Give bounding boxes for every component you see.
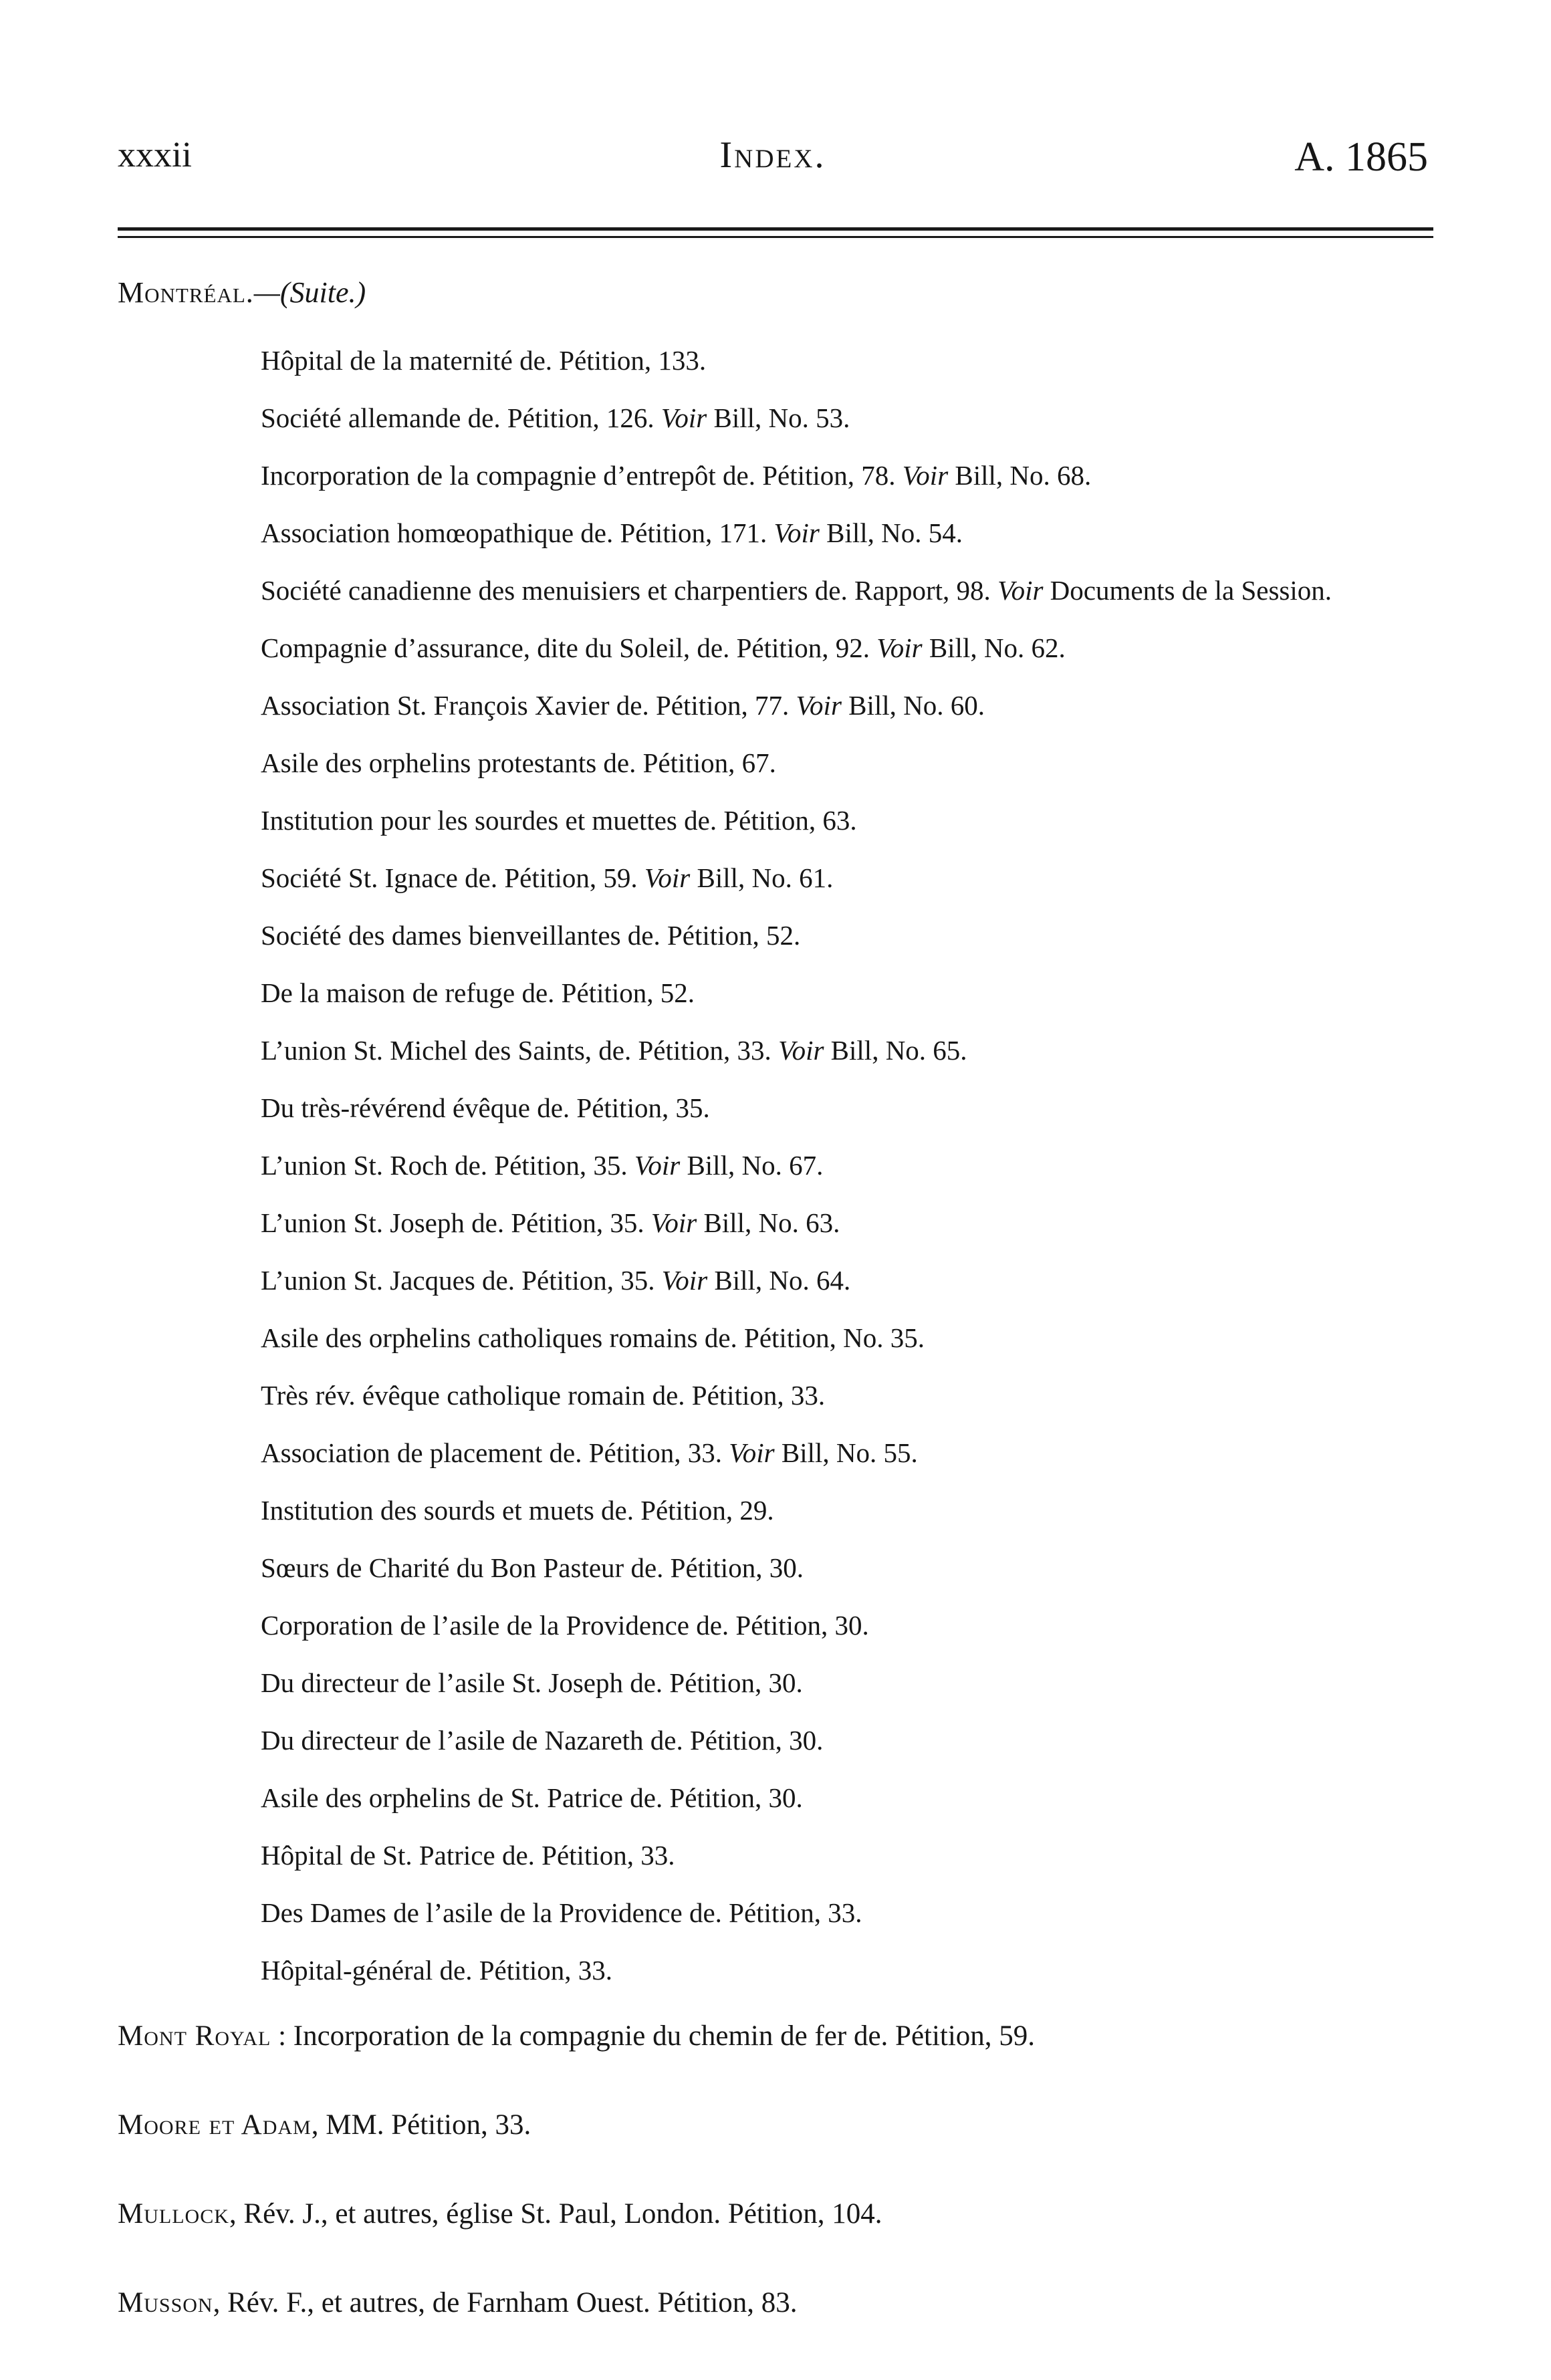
index-entry [261,1492,1437,1529]
voir-label: Voir [729,1437,775,1468]
entry-text: , Rév. J., et autres, église St. Paul, London. Pétition, 104. [229,2198,882,2230]
index-entry [261,1952,1437,1989]
entry-text: Asile des orphelins de St. Patrice de. Pétition, 30. [261,1782,803,1813]
entry-reference: Bill, No. 63. [703,1207,840,1238]
entry-name: Mullock [118,2198,229,2230]
index-entry [261,572,1437,609]
sub-entry-list [261,342,1437,2010]
entry-text: Association St. François Xavier de. Pétition, 77. [261,690,790,721]
entry-name: Musson [118,2287,213,2318]
voir-label: Voir [661,402,707,433]
entry-reference: Bill, No. 54. [826,517,963,548]
voir-label: Voir [661,1265,708,1296]
voir-label: Voir [902,460,949,491]
entry-text: Asile des orphelins protestants de. Pétition, 67. [261,747,776,778]
entry-text: Incorporation de la compagnie d’entrepôt de. Pétition, 78. [261,460,896,491]
index-entry [261,1607,1437,1644]
section-continuation: —(Suite.) [253,276,366,309]
entry-text: L’union St. Michel des Saints, de. Pétition, 33. [261,1035,771,1066]
entry-reference: Bill, No. 60. [848,690,985,721]
page-number: xxxii [118,134,193,174]
main-index-entry [118,2284,1428,2322]
entry-text: Hôpital de la maternité de. Pétition, 133. [261,345,707,376]
entry-text: : Incorporation de la compagnie du chemin de fer de. Pétition, 59. [271,2020,1036,2052]
index-entry [261,1147,1437,1184]
index-entry [261,1032,1437,1069]
entry-text: Asile des orphelins catholiques romains de. Pétition, No. 35. [261,1322,925,1353]
entry-text: Du directeur de l’asile St. Joseph de. Pétition, 30. [261,1667,803,1698]
index-entry [261,1377,1437,1414]
index-entry [261,1780,1437,1816]
index-entry [261,745,1437,782]
entry-text: Des Dames de l’asile de la Providence de. Pétition, 33. [261,1897,862,1928]
entry-reference: Bill, No. 65. [830,1035,967,1066]
index-entry [261,860,1437,897]
entry-text: Société St. Ignace de. Pétition, 59. [261,862,638,893]
entry-text: Du directeur de l’asile de Nazareth de. Pétition, 30. [261,1725,824,1756]
entry-reference: Bill, No. 61. [697,862,834,893]
main-index-entry [118,2107,1428,2144]
entry-reference: Bill, No. 64. [714,1265,851,1296]
voir-label: Voir [773,517,820,548]
page-year: A. 1865 [1294,134,1428,180]
entry-reference: Bill, No. 53. [713,402,850,433]
entry-text: Association homœopathique de. Pétition, 171. [261,517,767,548]
main-index-entry [118,2195,1428,2233]
entry-text: Société des dames bienveillantes de. Pétition, 52. [261,920,801,951]
index-entry [261,1550,1437,1586]
index-entry [261,342,1437,379]
entry-reference: Bill, No. 62. [929,632,1066,663]
voir-label: Voir [644,862,691,893]
entry-text: Compagnie d’assurance, dite du Soleil, de. Pétition, 92. [261,632,870,663]
entry-text: L’union St. Jacques de. Pétition, 35. [261,1265,655,1296]
index-entry [261,802,1437,839]
index-entry [261,975,1437,1012]
entry-text: Institution des sourds et muets de. Pétition, 29. [261,1495,774,1526]
entry-name: Mont Royal [118,2020,271,2052]
entry-text: L’union St. Joseph de. Pétition, 35. [261,1207,644,1238]
entry-text: Société canadienne des menuisiers et charpentiers de. Rapport, 98. [261,575,991,606]
entry-reference: Bill, No. 67. [687,1150,824,1181]
section-name: Montréal. [118,276,254,309]
index-entry [261,1435,1437,1471]
voir-label: Voir [650,1207,697,1238]
main-entry-list [118,2018,1428,2373]
index-entry [261,1205,1437,1241]
entry-text: Du très-révérend évêque de. Pétition, 35. [261,1092,710,1123]
entry-text: , MM. Pétition, 33. [311,2109,531,2141]
entry-text: Corporation de l’asile de la Providence de. Pétition, 30. [261,1610,869,1641]
index-entry [261,515,1437,552]
index-entry [261,1665,1437,1701]
index-entry [261,1837,1437,1874]
index-entry [261,1320,1437,1356]
index-entry [261,1090,1437,1126]
page-title: Index. [719,134,826,176]
index-entry [261,917,1437,954]
entry-reference: Bill, No. 68. [955,460,1092,491]
index-entry [261,687,1437,724]
entry-text: Institution pour les sourdes et muettes de. Pétition, 63. [261,805,857,836]
entry-text: Association de placement de. Pétition, 33. [261,1437,723,1468]
entry-text: Très rév. évêque catholique romain de. Pétition, 33. [261,1380,826,1411]
voir-label: Voir [778,1035,824,1066]
entry-text: L’union St. Roch de. Pétition, 35. [261,1150,628,1181]
entry-text: De la maison de refuge de. Pétition, 52. [261,977,695,1008]
index-entry [261,400,1437,437]
voir-label: Voir [997,575,1044,606]
entry-text: Hôpital de St. Patrice de. Pétition, 33. [261,1840,675,1871]
entry-text: Hôpital-général de. Pétition, 33. [261,1955,613,1986]
index-entry [261,1722,1437,1759]
main-index-entry [118,2018,1428,2055]
page-header [118,134,1428,194]
voir-label: Voir [876,632,923,663]
entry-reference: Bill, No. 55. [781,1437,918,1468]
entry-reference: Documents de la Session. [1050,575,1332,606]
voir-label: Voir [634,1150,681,1181]
entry-name: Moore et Adam [118,2109,312,2141]
entry-text: Sœurs de Charité du Bon Pasteur de. Pétition, 30. [261,1552,804,1583]
index-entry [261,457,1437,494]
index-entry [261,630,1437,667]
voir-label: Voir [796,690,842,721]
entry-text: Société allemande de. Pétition, 126. [261,402,654,433]
header-rule-top [118,227,1433,231]
section-heading [118,275,366,310]
index-entry [261,1895,1437,1931]
index-entry [261,1262,1437,1299]
entry-text: , Rév. F., et autres, de Farnham Ouest. Pétition, 83. [213,2287,798,2318]
header-rule-bottom [118,236,1433,238]
